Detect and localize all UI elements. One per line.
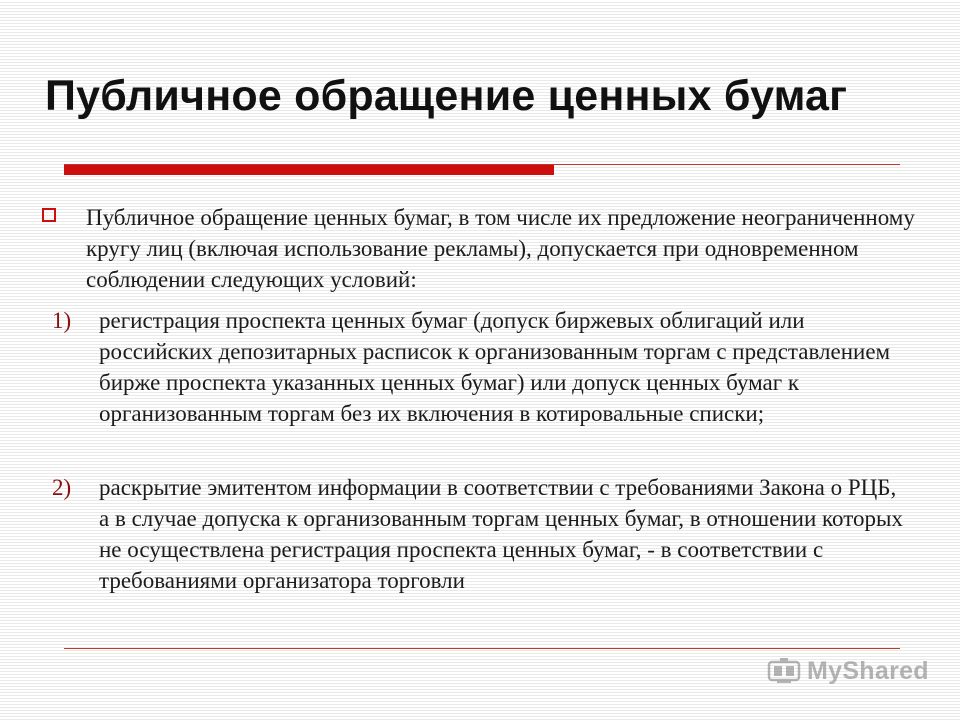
myshared-logo-icon xyxy=(767,656,801,686)
square-bullet-icon xyxy=(42,208,56,222)
footer-divider xyxy=(64,648,900,649)
list-item-text: регистрация проспекта ценных бумаг (допуск биржевых облигаций или российских депозитарных расписок к организованным торгам с представлением бирже проспекта указанных ценных бумаг) или допуск ценных бумаг к организованным торгам без их включения в котировальные списки; xyxy=(99,308,891,426)
slide-title: Публичное обращение ценных бумаг xyxy=(45,72,848,120)
intro-paragraph: Публичное обращение ценных бумаг, в том числе их предложение неограниченному кругу лиц (включая использование рекламы), допускается при одновременном соблюдении следующих условий: xyxy=(86,205,915,292)
list-item-number: 2) xyxy=(52,475,72,500)
title-divider-thick xyxy=(64,165,554,175)
watermark-text: MyShared xyxy=(807,656,929,685)
list-item-text: раскрытие эмитентом информации в соответствии с требованиями Закона о РЦБ, а в случае допуска к организованным торгам ценных бумаг, в отношении которых не осуществлена регистрация проспекта ценных бумаг, - в соответствии с требованиями организатора торговли xyxy=(99,475,903,593)
watermark xyxy=(767,656,929,686)
list-item-number: 1) xyxy=(52,308,72,333)
